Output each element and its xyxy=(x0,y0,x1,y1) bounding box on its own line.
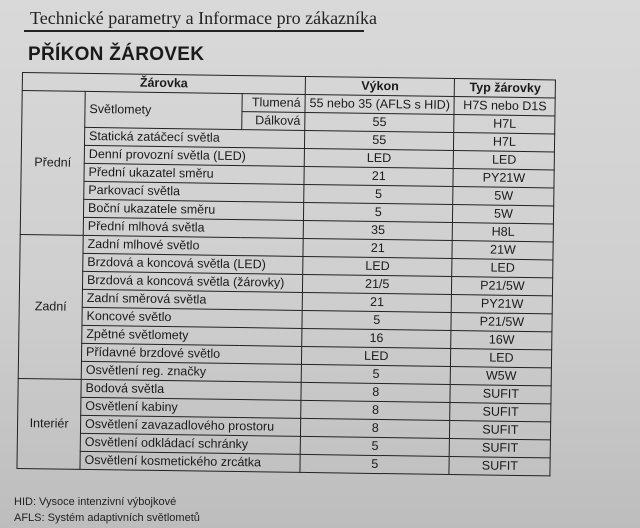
row-power: 21 xyxy=(304,166,454,186)
row-name: Boční ukazatele směru xyxy=(83,199,303,220)
row-type: SUFIT xyxy=(449,457,550,476)
row-power: 5 xyxy=(300,436,450,456)
column-header-bulb: Žárovka xyxy=(22,73,305,95)
column-header-type: Typ žárovky xyxy=(455,79,556,98)
row-type: LED xyxy=(454,151,555,170)
row-name: Statická zatáčecí světla xyxy=(84,127,304,148)
row-name: Osvětlení odkládací schránky xyxy=(80,433,300,454)
row-power: LED xyxy=(304,148,454,168)
row-type: PY21W xyxy=(452,295,553,314)
row-power: 5 xyxy=(300,454,450,474)
row-type: H7L xyxy=(454,133,555,152)
row-power: 21 xyxy=(303,238,453,258)
row-power: 55 xyxy=(305,112,455,132)
row-name: Bodová světla xyxy=(81,379,301,400)
row-power: 35 xyxy=(303,220,453,240)
row-type: SUFIT xyxy=(450,439,551,458)
row-type: 5W xyxy=(453,205,554,224)
row-name: Osvětlení zavazadlového prostoru xyxy=(80,415,300,436)
row-name: Parkovací světla xyxy=(84,181,304,202)
row-name: Přední ukazatel směru xyxy=(84,163,304,184)
group-label-front: Přední xyxy=(20,91,85,236)
row-power: LED xyxy=(301,346,451,366)
row-type: 21W xyxy=(452,241,553,260)
row-name: Osvětlení kosmetického zrcátka xyxy=(80,451,300,472)
row-type: PY21W xyxy=(453,169,554,188)
row-name: Osvětlení reg. značky xyxy=(81,361,301,382)
row-name: Zpětné světlomety xyxy=(82,325,302,346)
row-subname: Dálková xyxy=(242,112,305,131)
row-name: Osvětlení kabiny xyxy=(81,397,301,418)
row-name: Přídavné brzdové světlo xyxy=(81,343,301,364)
footnote-afls: AFLS: Systém adaptivních světlometů xyxy=(14,512,200,524)
row-name: Světlomety xyxy=(85,91,242,129)
section-title: PŘÍKON ŽÁROVEK xyxy=(28,44,205,65)
row-subname: Tlumená xyxy=(242,94,305,113)
group-label-rear: Zadní xyxy=(18,234,83,379)
bulb-wattage-table xyxy=(16,72,556,476)
row-power: 8 xyxy=(300,418,450,438)
row-name: Brzdová a koncová světla (LED) xyxy=(83,253,303,274)
row-name: Zadní směrová světla xyxy=(82,289,302,310)
page-header: Technické parametry a Informace pro zákazníka xyxy=(30,8,378,28)
row-power: 5 xyxy=(304,184,454,204)
group-label-interior: Interiér xyxy=(17,378,81,469)
row-type: 16W xyxy=(451,331,552,350)
header-rule xyxy=(24,30,364,32)
row-type: SUFIT xyxy=(450,403,551,422)
row-power: LED xyxy=(303,256,453,276)
row-power: 5 xyxy=(302,310,452,330)
row-name: Denní provozní světla (LED) xyxy=(84,145,304,166)
row-type: 5W xyxy=(453,187,554,206)
row-name: Koncové světlo xyxy=(82,307,302,328)
row-type: H7L xyxy=(454,115,555,134)
row-power: 8 xyxy=(301,400,451,420)
row-type: W5W xyxy=(451,367,552,386)
row-power: 21/5 xyxy=(302,274,452,294)
row-type: LED xyxy=(452,259,553,278)
row-name: Brzdová a koncová světla (žárovky) xyxy=(82,271,302,292)
row-type: SUFIT xyxy=(450,385,551,404)
row-power: 16 xyxy=(302,328,452,348)
row-type: SUFIT xyxy=(450,421,551,440)
row-type: H7S nebo D1S xyxy=(454,97,555,116)
row-type: H8L xyxy=(453,223,554,242)
row-type: LED xyxy=(451,349,552,368)
column-header-power: Výkon xyxy=(305,76,455,96)
row-type: P21/5W xyxy=(452,277,553,296)
row-power: 5 xyxy=(303,202,453,222)
row-power: 55 nebo 35 (AFLS s HID) xyxy=(305,94,455,114)
row-name: Zadní mlhové světlo xyxy=(83,235,303,256)
row-power: 21 xyxy=(302,292,452,312)
footnote-hid: HID: Vysoce intenzivní výbojkové xyxy=(14,496,177,508)
row-power: 5 xyxy=(301,364,451,384)
row-type: P21/5W xyxy=(451,313,552,332)
row-power: 8 xyxy=(301,382,451,402)
row-power: 55 xyxy=(304,130,454,150)
row-name: Přední mlhová světla xyxy=(83,217,303,238)
